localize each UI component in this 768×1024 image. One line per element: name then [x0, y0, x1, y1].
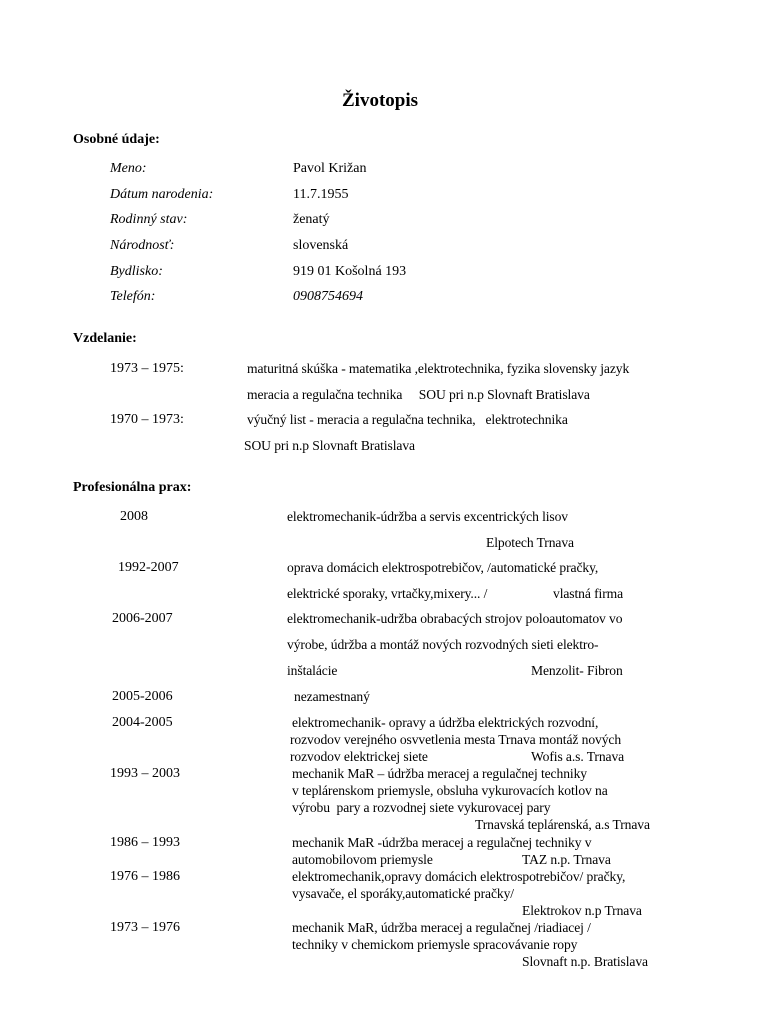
practice-period: 2008 — [120, 509, 148, 524]
practice-employer: Elpotech Trnava — [486, 535, 574, 550]
practice-employer: Menzolit- Fibron — [531, 663, 623, 678]
practice-detail: elektromechanik-udržba obrabacých strojov poloautomatov vo — [287, 611, 623, 626]
practice-detail: vysavače, el sporáky,automatické pračky/ — [292, 886, 514, 901]
practice-detail: techniky v chemickom priemysle spracovávanie ropy — [292, 937, 578, 952]
practice-period: 1986 – 1993 — [110, 835, 180, 850]
field-label-nationality: Národnosť: — [110, 238, 175, 253]
practice-period: 2004-2005 — [112, 715, 173, 730]
practice-detail: mechanik MaR -údržba meracej a regulačnej techniky v — [292, 835, 592, 850]
practice-detail: inštalácie — [287, 663, 338, 678]
section-heading-practice: Profesionálna prax: — [73, 480, 192, 495]
practice-period: 2006-2007 — [112, 611, 173, 626]
practice-period: 1992-2007 — [118, 560, 179, 575]
practice-employer: vlastná firma — [553, 586, 624, 601]
field-label-birthdate: Dátum narodenia: — [110, 187, 214, 202]
practice-employer: TAZ n.p. Trnava — [522, 852, 611, 867]
practice-period: 1993 – 2003 — [110, 766, 180, 781]
practice-detail: výrobe, údržba a montáž nových rozvodných sieti elektro- — [287, 637, 599, 652]
field-value-nationality: slovenská — [293, 238, 349, 253]
practice-detail: elektromechanik-údržba a servis excentrických lisov — [287, 509, 569, 524]
field-label-marital-status: Rodinný stav: — [110, 212, 188, 227]
page-title: Životopis — [342, 90, 419, 111]
section-heading-education: Vzdelanie: — [73, 331, 137, 346]
practice-employer: Slovnaft n.p. Bratislava — [522, 954, 648, 969]
practice-employer: Elektrokov n.p Trnava — [522, 903, 642, 918]
practice-detail: automobilovom priemysle — [292, 852, 433, 867]
practice-detail: mechanik MaR – údržba meracej a regulačnej techniky — [292, 766, 587, 781]
practice-period: 2005-2006 — [112, 689, 173, 704]
education-detail: meracia a regulačna technika SOU pri n.p Slovnaft Bratislava — [247, 387, 590, 402]
field-value-name: Pavol Križan — [293, 161, 367, 176]
education-detail: SOU pri n.p Slovnaft Bratislava — [244, 438, 415, 453]
education-detail: výučný list - meracia a regulačna technika, elektrotechnika — [247, 412, 568, 427]
field-label-name: Meno: — [110, 161, 147, 176]
practice-employer: Wofis a.s. Trnava — [531, 749, 625, 764]
practice-employer: Trnavská teplárenská, a.s Trnava — [475, 817, 650, 832]
practice-detail: elektrické sporaky, vrtačky,mixery... / — [287, 586, 488, 601]
practice-detail: rozvodov elektrickej siete — [290, 749, 428, 764]
education-detail: maturitná skúška - matematika ,elektrotechnika, fyzika slovensky jazyk — [247, 361, 630, 376]
practice-detail: oprava domácich elektrospotrebičov, /automatické pračky, — [287, 560, 599, 575]
field-value-address: 919 01 Košolná 193 — [293, 264, 407, 279]
section-heading-personal: Osobné údaje: — [73, 132, 160, 147]
practice-period: 1973 – 1976 — [110, 920, 180, 935]
education-period: 1970 – 1973: — [110, 412, 184, 427]
practice-detail: nezamestnaný — [294, 689, 370, 704]
practice-detail: rozvodov verejného osvvetlenia mesta Trnava montáž nových — [290, 732, 622, 747]
field-label-phone: Telefón: — [110, 289, 156, 304]
practice-detail: v teplárenskom priemysle, obsluha vykurovacích kotlov na — [292, 783, 608, 798]
education-period: 1973 – 1975: — [110, 361, 184, 376]
field-value-marital-status: ženatý — [293, 212, 330, 227]
practice-detail: elektromechanik- opravy a údržba elektrických rozvodní, — [292, 715, 599, 730]
field-value-phone: 0908754694 — [293, 289, 363, 304]
practice-detail: mechanik MaR, údržba meracej a regulačnej /riadiacej / — [292, 920, 591, 935]
practice-detail: výrobu pary a rozvodnej siete vykurovacej pary — [292, 800, 551, 815]
practice-detail: elektromechanik,opravy domácich elektrospotrebičov/ pračky, — [292, 869, 626, 884]
field-value-birthdate: 11.7.1955 — [293, 187, 349, 202]
practice-period: 1976 – 1986 — [110, 869, 180, 884]
field-label-address: Bydlisko: — [110, 264, 163, 279]
